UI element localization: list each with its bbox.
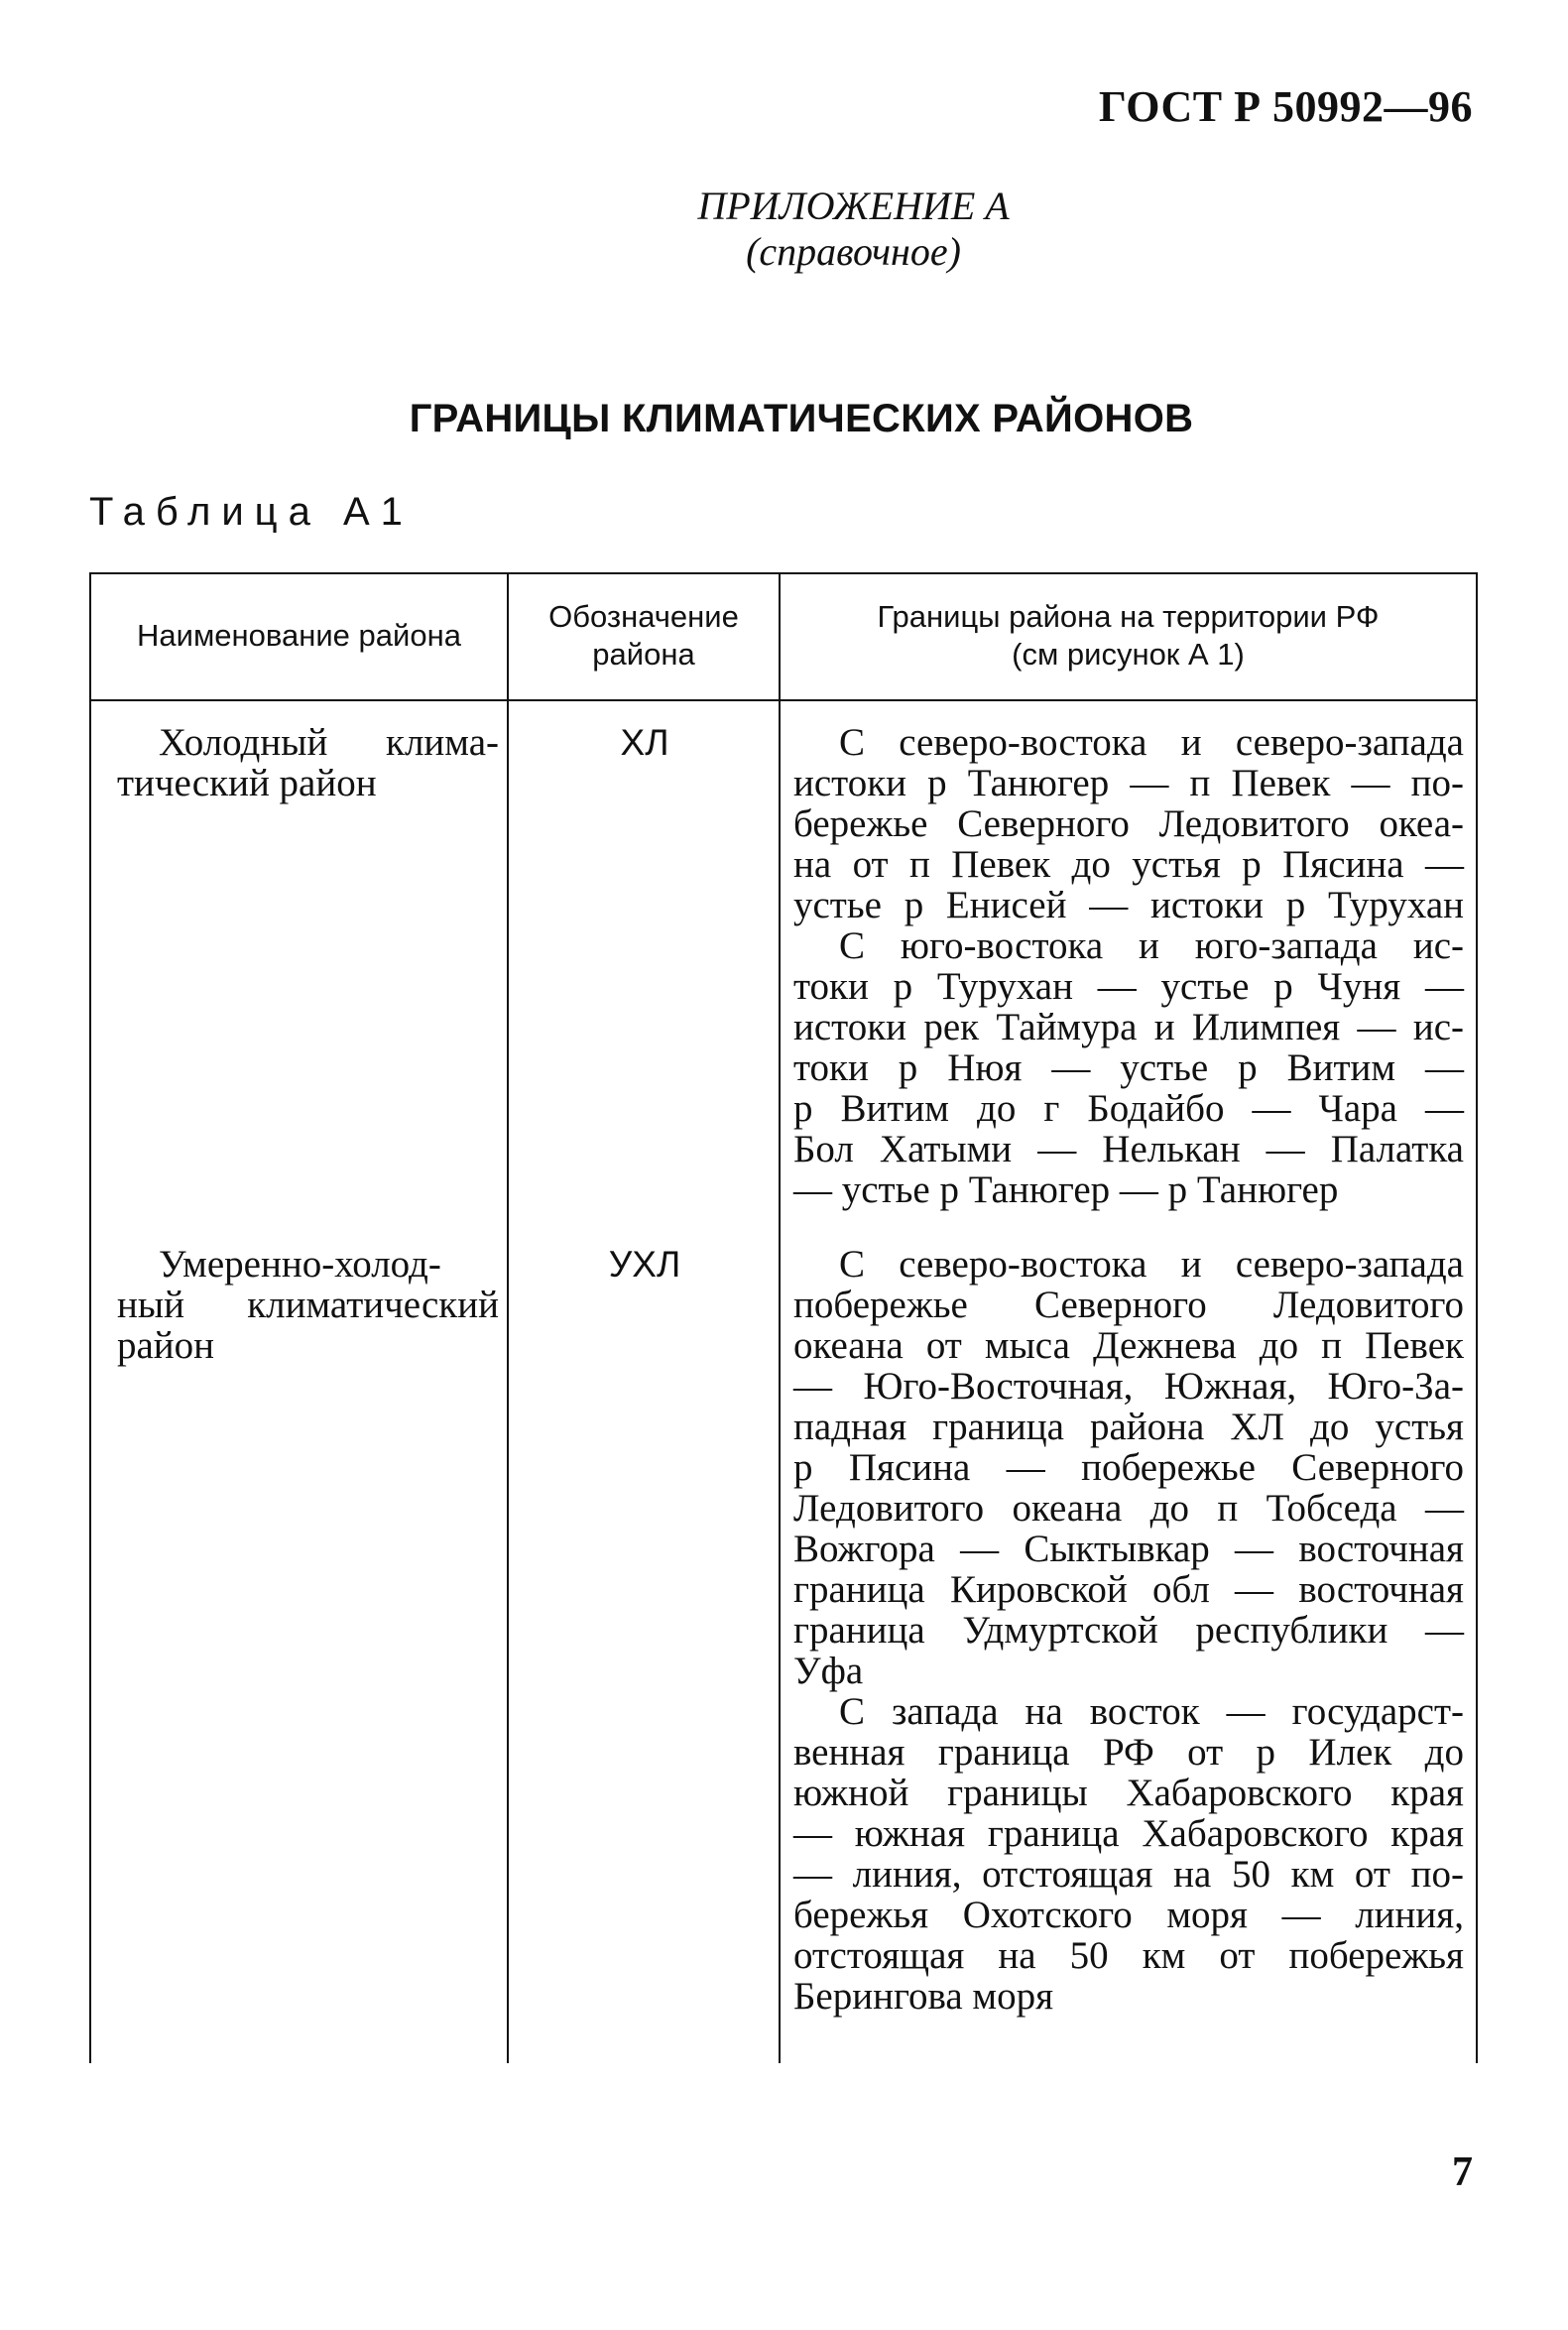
row-2-p2-line-5: — линия, отстоящая на 50 км от по- [793, 1853, 1464, 1896]
row-2-p1-line-8: Вожгора — Сыктывкар — восточная [793, 1528, 1464, 1570]
row-1-name-line-2: тический район [117, 762, 377, 804]
header-name-cell [91, 572, 507, 699]
document-code: ГОСТ Р 50992—96 [1098, 82, 1473, 131]
row-1-p2-line-3: истоки рек Таймура и Илимпея — ис- [793, 1006, 1464, 1048]
row-2-name-line-2: ный климатический [117, 1284, 499, 1326]
table-row-1-borders [793, 722, 1464, 1210]
header-name-label: Наименование района [137, 618, 461, 653]
row-1-p2-line-1: С юго-востока и юго-запада ис- [839, 924, 1464, 967]
row-2-p2-line-8: Берингова моря [793, 1975, 1054, 2018]
row-2-p1-line-11: Уфа [793, 1650, 864, 1692]
table-caption: Таблица А1 [89, 490, 414, 534]
row-2-p1-line-7: Ледовитого океана до п Тобседа — [793, 1487, 1464, 1530]
table-row-2-name [117, 1244, 499, 1366]
header-code-label: Обозначение района [548, 599, 739, 672]
column-divider-2 [779, 572, 781, 2063]
page-title: ГРАНИЦЫ КЛИМАТИЧЕСКИХ РАЙОНОВ [409, 397, 1194, 440]
row-2-p1-line-2: побережье Северного Ледовитого [793, 1284, 1464, 1326]
page-number: 7 [1452, 2149, 1473, 2195]
column-divider-1 [507, 572, 509, 2063]
header-bottom-border [89, 699, 1478, 701]
row-1-p2-line-6: Бол Хатыми — Нелькан — Палатка [793, 1128, 1464, 1170]
appendix-title: ПРИЛОЖЕНИЕ А [697, 184, 1010, 228]
row-1-p1-line-4: на от п Певек до устья р Пясина — [793, 843, 1464, 886]
row-2-p1-line-4: — Юго-Восточная, Южная, Юго-За- [793, 1365, 1464, 1408]
row-2-p2-line-6: бережья Охотского моря — линия, [793, 1894, 1464, 1936]
row-1-p2-line-2: токи р Турухан — устье р Чуня — [793, 965, 1464, 1008]
row-2-p1-line-9: граница Кировской обл — восточная [793, 1568, 1464, 1611]
row-2-p1-line-3: океана от мыса Дежнева до п Певек [793, 1324, 1464, 1367]
row-1-p1-line-3: бережье Северного Ледовитого океа- [793, 802, 1464, 845]
table-row-1-code: ХЛ [620, 722, 669, 763]
row-2-p2-line-4: — южная граница Хабаровского края [793, 1812, 1464, 1855]
row-2-p2-line-3: южной границы Хабаровского края [793, 1772, 1464, 1814]
row-2-p1-line-5: падная граница района ХЛ до устья [793, 1406, 1464, 1448]
row-2-p2-line-7: отстоящая на 50 км от побережья [793, 1934, 1464, 1977]
row-1-p1-line-1: С северо-востока и северо-запада [839, 721, 1464, 764]
row-2-p1-line-1: С северо-востока и северо-запада [839, 1243, 1464, 1286]
header-code-cell [509, 572, 779, 699]
appendix-heading [0, 184, 1568, 275]
row-1-p2-line-5: р Витим до г Бодайбо — Чара — [793, 1087, 1464, 1130]
row-1-p2-line-7: — устье р Танюгер — р Танюгер [793, 1168, 1339, 1211]
row-2-p1-line-6: р Пясина — побережье Северного [793, 1446, 1464, 1489]
table-left-border [89, 572, 91, 2063]
appendix-note: (справочное) [746, 229, 961, 274]
table-row-1-name [117, 722, 499, 803]
header-borders-label: Границы района на территории РФ (см рисунок А 1) [877, 599, 1380, 672]
row-2-name-line-3: район [117, 1324, 215, 1367]
table-row-2-code: УХЛ [608, 1244, 681, 1285]
table-right-border [1476, 572, 1478, 2063]
row-1-name-line-1: Холодный клима- [159, 721, 499, 764]
row-2-p2-line-1: С запада на восток — государст- [839, 1690, 1464, 1733]
header-borders-cell [781, 572, 1476, 699]
row-2-p1-line-10: граница Удмуртской республики — [793, 1609, 1464, 1652]
row-1-p2-line-4: токи р Нюя — устье р Витим — [793, 1046, 1464, 1089]
row-1-p1-line-2: истоки р Танюгер — п Певек — по- [793, 762, 1464, 804]
table-row-2-borders [793, 1244, 1464, 2017]
row-2-p2-line-2: венная граница РФ от р Илек до [793, 1731, 1464, 1774]
row-2-name-line-1: Умеренно-холод- [159, 1243, 441, 1286]
row-1-p1-line-5: устье р Енисей — истоки р Турухан [793, 884, 1464, 926]
